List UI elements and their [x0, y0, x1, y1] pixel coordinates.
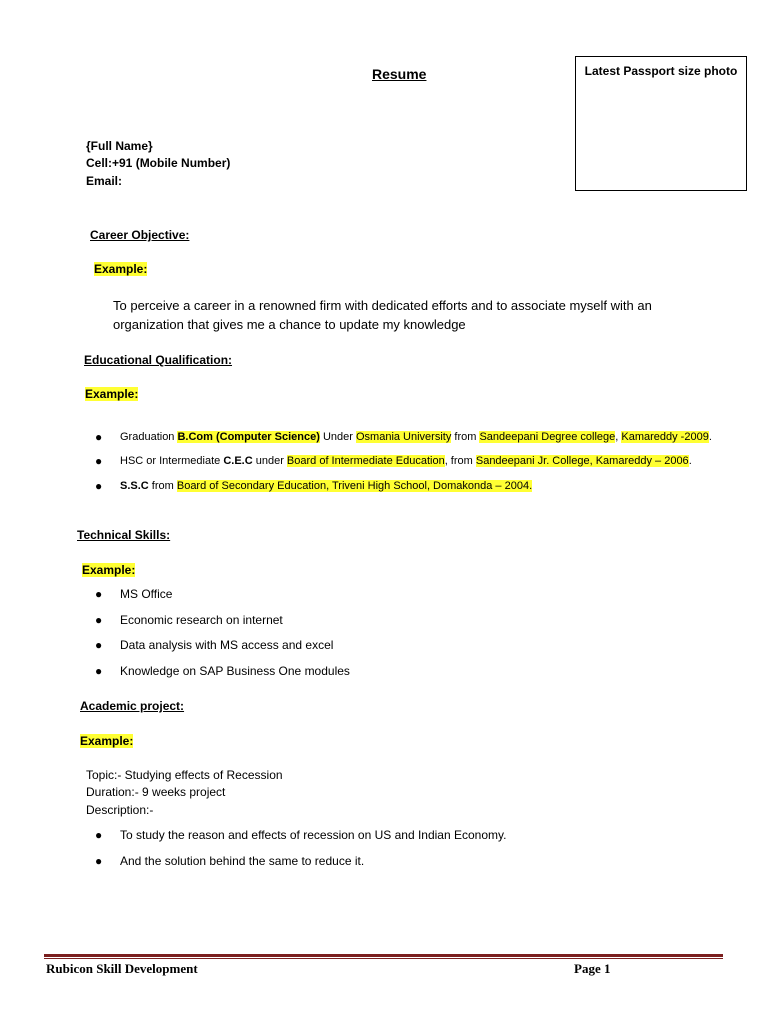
bullet-icon: ●	[95, 430, 103, 444]
education-item-3-board: Board of Secondary Education, Triveni High School, Domakonda – 2004.	[176, 480, 533, 492]
education-item-2-course: C.E.C	[223, 455, 253, 467]
career-objective-heading: Career Objective:	[90, 228, 190, 242]
project-item: And the solution behind the same to reduce it.	[120, 854, 365, 868]
skill-item: Economic research on internet	[120, 613, 283, 627]
education-example: Example:	[85, 387, 139, 401]
education-item-1	[120, 431, 712, 443]
bullet-icon: ●	[95, 664, 103, 678]
skill-item: Knowledge on SAP Business One modules	[120, 664, 350, 678]
page-title: Resume	[372, 66, 427, 82]
career-objective-line-2: organization that gives me a chance to update my knowledge	[113, 317, 466, 332]
education-item-2-from: , from	[444, 455, 476, 467]
education-item-1-from: from	[451, 431, 480, 443]
technical-skills-heading: Technical Skills:	[77, 528, 171, 542]
education-item-2-prefix: HSC or Intermediate	[120, 455, 224, 467]
full-name: {Full Name}	[86, 139, 153, 153]
education-heading: Educational Qualification:	[84, 353, 233, 367]
education-item-2-college: Sandeepani Jr. College, Kamareddy – 2006	[475, 455, 689, 467]
education-item-1-college: Sandeepani Degree college	[479, 431, 616, 443]
technical-skills-example: Example:	[82, 563, 136, 577]
education-item-3	[120, 480, 532, 492]
career-objective-line-1: To perceive a career in a renowned firm with dedicated efforts and to associate myself with an	[113, 298, 652, 313]
career-objective-example: Example:	[94, 262, 148, 276]
passport-photo-placeholder	[575, 56, 747, 191]
project-description-label: Description:-	[86, 803, 154, 817]
footer-rule-thin	[44, 958, 723, 959]
skill-item: Data analysis with MS access and excel	[120, 638, 334, 652]
bullet-icon: ●	[95, 828, 103, 842]
academic-project-example: Example:	[80, 734, 134, 748]
bullet-icon: ●	[95, 454, 103, 468]
education-item-1-end: .	[708, 431, 712, 443]
photo-box-label: Latest Passport size photo	[584, 64, 738, 78]
academic-project-heading: Academic project:	[80, 699, 185, 713]
footer-company: Rubicon Skill Development	[46, 961, 198, 976]
bullet-icon: ●	[95, 854, 103, 868]
education-item-2-end: .	[688, 455, 692, 467]
education-item-3-from: from	[148, 480, 177, 492]
project-topic: Topic:- Studying effects of Recession	[86, 768, 283, 782]
bullet-icon: ●	[95, 479, 103, 493]
education-item-3-prefix: S.S.C	[120, 480, 149, 492]
education-item-2	[120, 455, 692, 467]
email: Email:	[86, 174, 123, 188]
education-item-2-under: under	[252, 455, 287, 467]
project-item: To study the reason and effects of recession on US and Indian Economy.	[120, 828, 507, 842]
skill-item: MS Office	[120, 587, 173, 601]
footer-page-number: Page 1	[574, 961, 611, 976]
education-item-1-under: Under	[319, 431, 356, 443]
footer-rule	[44, 954, 723, 957]
bullet-icon: ●	[95, 613, 103, 627]
education-item-1-board: Osmania University	[355, 431, 452, 443]
education-item-1-sep: ,	[615, 431, 622, 443]
project-duration: Duration:- 9 weeks project	[86, 785, 226, 799]
cell-number: Cell:+91 (Mobile Number)	[86, 156, 231, 170]
education-item-1-place-year: Kamareddy -2009	[621, 431, 709, 443]
education-item-2-board: Board of Intermediate Education	[286, 455, 445, 467]
education-item-1-course: B.Com (Computer Science)	[177, 431, 320, 443]
education-item-1-prefix: Graduation	[120, 431, 178, 443]
bullet-icon: ●	[95, 587, 103, 601]
bullet-icon: ●	[95, 638, 103, 652]
